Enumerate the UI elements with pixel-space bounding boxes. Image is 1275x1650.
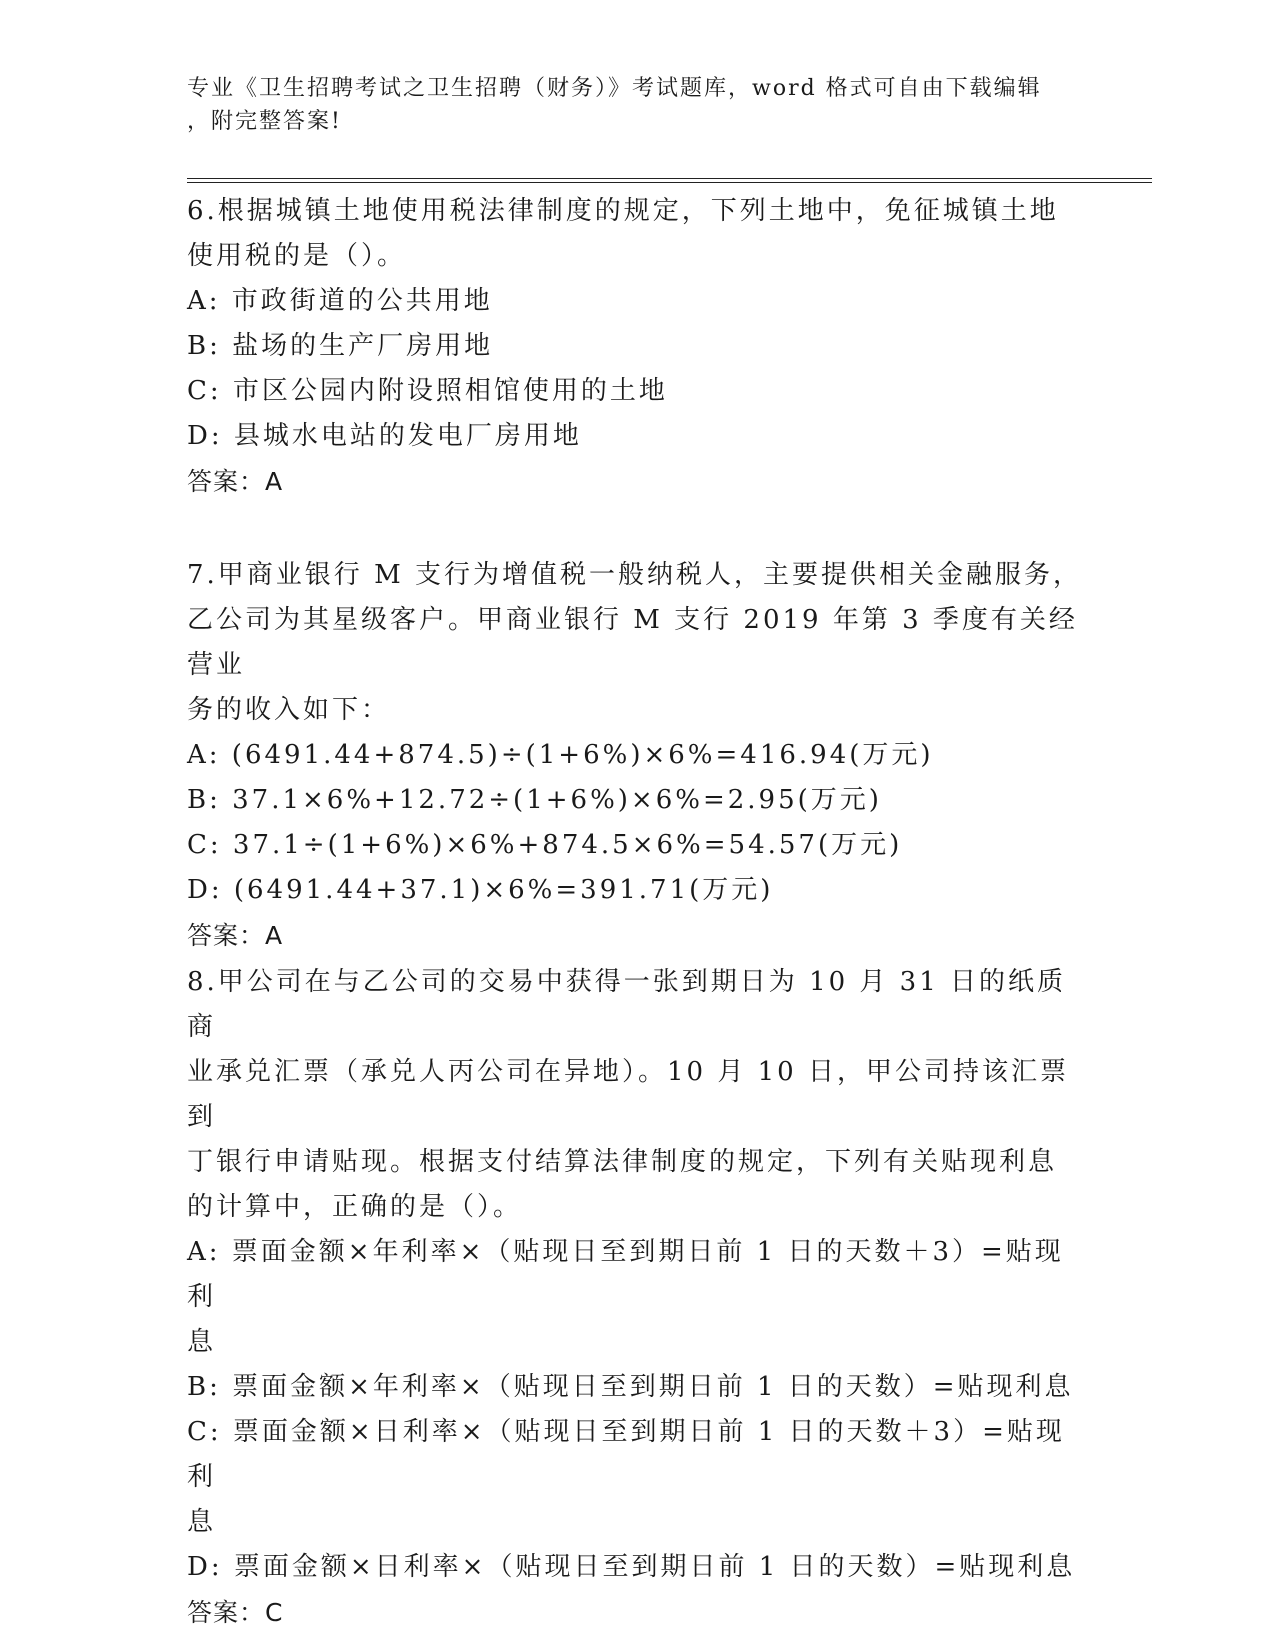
stem-line: 8.甲公司在与乙公司的交易中获得一张到期日为 10 月 31 日的纸质商: [187, 967, 1067, 1042]
stem-line: 6.根据城镇土地使用税法律制度的规定，下列土地中，免征城镇土地: [187, 196, 1059, 226]
option-c: [187, 1410, 1087, 1545]
option-a: A: 市政街道的公共用地: [187, 286, 493, 316]
option-c: C: 市区公园内附设照相馆使用的土地: [187, 376, 668, 406]
question-8: [187, 960, 1087, 1635]
option-a: [187, 1230, 1087, 1365]
option-b: B: 盐场的生产厂房用地: [187, 331, 494, 361]
question-stem: [187, 553, 1087, 733]
option-a: A: (6491.44+874.5)÷(1+6%)×6%=416.94(万元): [187, 740, 934, 770]
stem-line: 7.甲商业银行 M 支行为增值税一般纳税人，主要提供相关金融服务，: [187, 560, 1082, 590]
stem-line: 业承兑汇票（承兑人丙公司在异地）。10 月 10 日，甲公司持该汇票到: [187, 1057, 1069, 1132]
option-line: 息: [187, 1507, 217, 1537]
answer-line: 答案：A: [187, 921, 284, 950]
stem-line: 务的收入如下：: [187, 695, 391, 725]
question-stem: [187, 189, 1087, 279]
option-c: C: 37.1÷(1+6%)×6%+874.5×6%=54.57(万元): [187, 830, 903, 860]
stem-line: 使用税的是（）。: [187, 241, 407, 271]
header-divider: [187, 178, 1152, 183]
header-line: ，附完整答案!: [187, 109, 342, 134]
stem-line: 乙公司为其星级客户。甲商业银行 M 支行 2019 年第 3 季度有关经营业: [187, 605, 1078, 680]
stem-line: 丁银行申请贴现。根据支付结算法律制度的规定，下列有关贴现利息: [187, 1147, 1058, 1177]
option-b: B: 票面金额×年利率×（贴现日至到期日前 1 日的天数）=贴现利息: [187, 1372, 1074, 1402]
answer-line: 答案：C: [187, 1598, 284, 1627]
option-line: C: 票面金额×日利率×（贴现日至到期日前 1 日的天数＋3）=贴现利: [187, 1417, 1065, 1492]
option-line: 息: [187, 1327, 217, 1357]
option-d: D: 县城水电站的发电厂房用地: [187, 421, 582, 451]
question-6: [187, 189, 1087, 504]
header-line: 专业《卫生招聘考试之卫生招聘（财务）》考试题库，word 格式可自由下载编辑: [187, 76, 1042, 101]
option-line: A: 票面金额×年利率×（贴现日至到期日前 1 日的天数＋3）=贴现利: [187, 1237, 1064, 1312]
answer-line: 答案：A: [187, 467, 284, 496]
stem-line: 的计算中，正确的是（）。: [187, 1192, 523, 1222]
document-header: [187, 72, 1067, 138]
option-b: B: 37.1×6%+12.72÷(1+6%)×6%=2.95(万元): [187, 785, 882, 815]
option-d: D: 票面金额×日利率×（贴现日至到期日前 1 日的天数）=贴现利息: [187, 1552, 1076, 1582]
option-d: D: (6491.44+37.1)×6%=391.71(万元): [187, 875, 774, 905]
question-7: [187, 553, 1087, 958]
question-stem: [187, 960, 1087, 1230]
